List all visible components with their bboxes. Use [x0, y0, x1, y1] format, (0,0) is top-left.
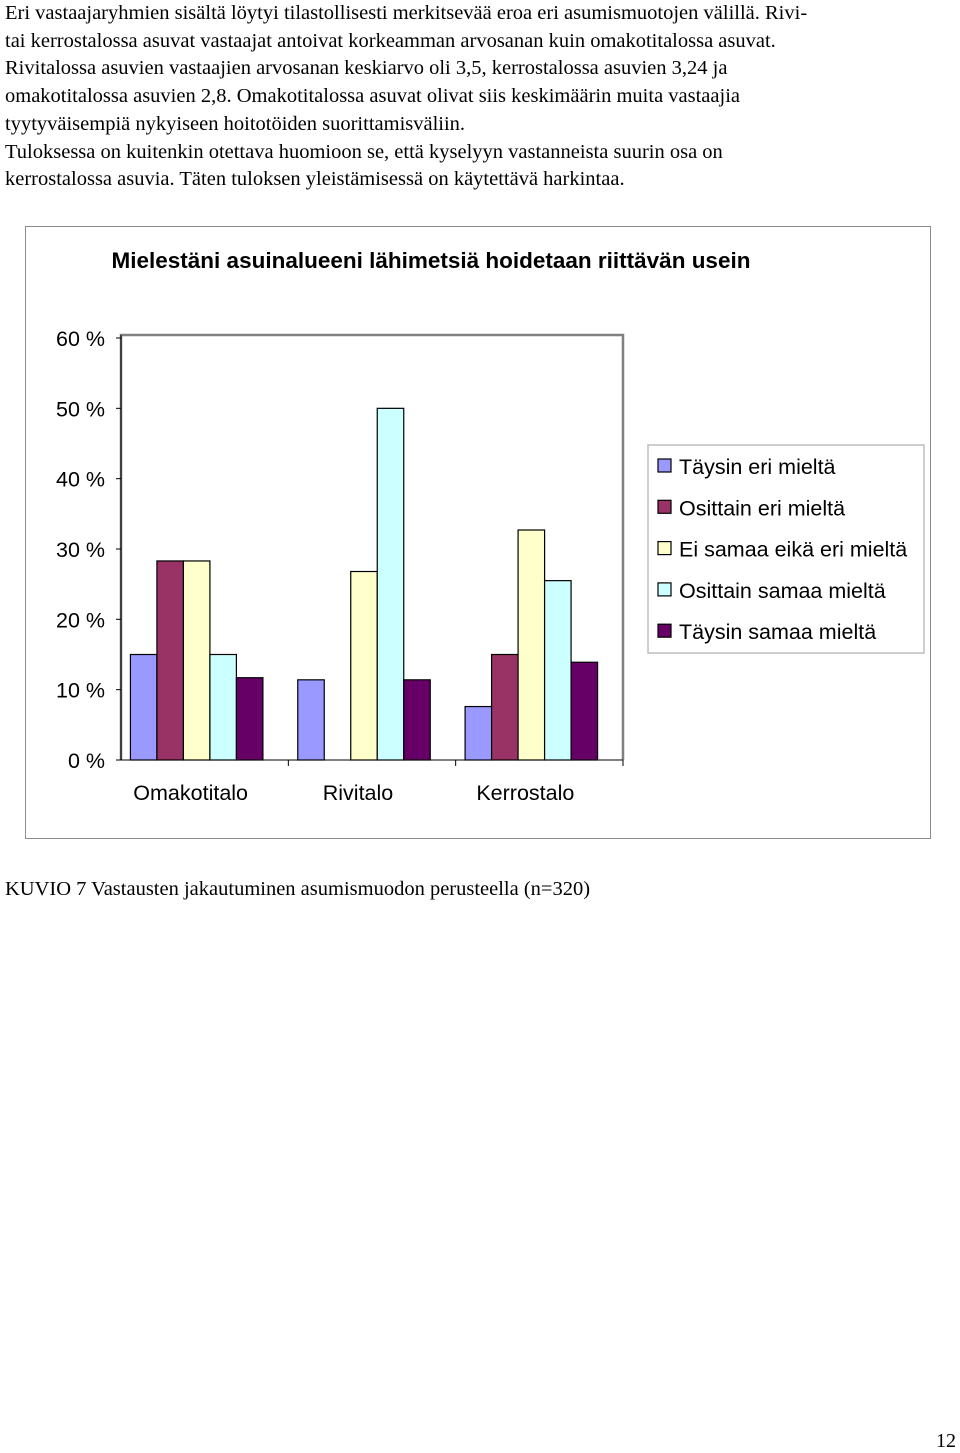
- y-tick-label: 10 %: [55, 678, 105, 703]
- bar: [210, 655, 237, 761]
- bar: [130, 655, 157, 761]
- legend-swatch: [658, 624, 671, 637]
- bar: [351, 572, 378, 760]
- bar: [571, 662, 598, 760]
- bar: [377, 408, 404, 760]
- y-tick-label: 60 %: [55, 327, 105, 351]
- x-tick-label: Rivitalo: [322, 781, 394, 805]
- intro-line: omakotitalossa asuvien 2,8. Omakotitalossa asuvat olivat siis keskimäärin muita vastaajia: [5, 85, 740, 108]
- legend-entry: Osittain samaa mieltä: [679, 578, 886, 603]
- y-tick-label: 50 %: [55, 397, 105, 422]
- y-tick-label: 30 %: [55, 538, 105, 562]
- page-number: 12: [936, 1430, 956, 1452]
- bar: [465, 707, 492, 760]
- legend-swatch: [658, 542, 671, 555]
- intro-line: Eri vastaajaryhmien sisältä löytyi tilastollisesti merkitsevää eroa eri asumismuotojen välillä. Rivi-: [5, 2, 808, 24]
- bar: [404, 680, 431, 760]
- intro-line: tyytyväisempiä nykyiseen hoitotöiden suorittamisväliin.: [5, 112, 466, 135]
- y-tick-label: 40 %: [55, 467, 105, 492]
- legend-entry: Täysin samaa mieltä: [679, 620, 877, 645]
- figure-caption: KUVIO 7 Vastausten jakautuminen asumismuodon perusteella (n=320): [5, 878, 591, 900]
- intro-line: tai kerrostalossa asuvat vastaajat antoivat korkeamman arvosanan kuin omakotitalossa asuvat.: [5, 29, 776, 52]
- bar: [545, 581, 572, 760]
- legend-entry: Täysin eri mieltä: [679, 455, 836, 479]
- legend-entry: Osittain eri mieltä: [679, 496, 846, 521]
- bar: [236, 678, 263, 760]
- intro-line: Tuloksessa on kuitenkin otettava huomioon se, että kyselyyn vastanneista suurin osa on: [5, 140, 723, 163]
- x-tick-label: Omakotitalo: [133, 781, 249, 805]
- chart-container: [25, 226, 931, 839]
- bar: [492, 655, 519, 761]
- intro-text: [5, 0, 955, 194]
- bar: [183, 561, 210, 760]
- bar: [157, 561, 184, 760]
- legend-swatch: [658, 459, 671, 472]
- y-tick-label: 20 %: [55, 608, 105, 633]
- legend-swatch: [658, 583, 671, 596]
- bar: [298, 680, 325, 760]
- intro-line: kerrostalossa asuvia. Täten tuloksen yleistämisessä on käytettävä harkintaa.: [5, 168, 625, 191]
- bar-chart: [26, 227, 932, 840]
- legend-swatch: [658, 500, 671, 513]
- intro-line: Rivitalossa asuvien vastaajien arvosanan keskiarvo oli 3,5, kerrostalossa asuvien 3,24 ja: [5, 57, 728, 80]
- chart-title: Mielestäni asuinalueeni lähimetsiä hoidetaan riittävän usein: [111, 248, 751, 273]
- bar: [518, 530, 545, 760]
- legend-entry: Ei samaa eikä eri mieltä: [679, 537, 908, 562]
- x-tick-label: Kerrostalo: [476, 781, 575, 805]
- y-tick-label: 0 %: [67, 749, 105, 773]
